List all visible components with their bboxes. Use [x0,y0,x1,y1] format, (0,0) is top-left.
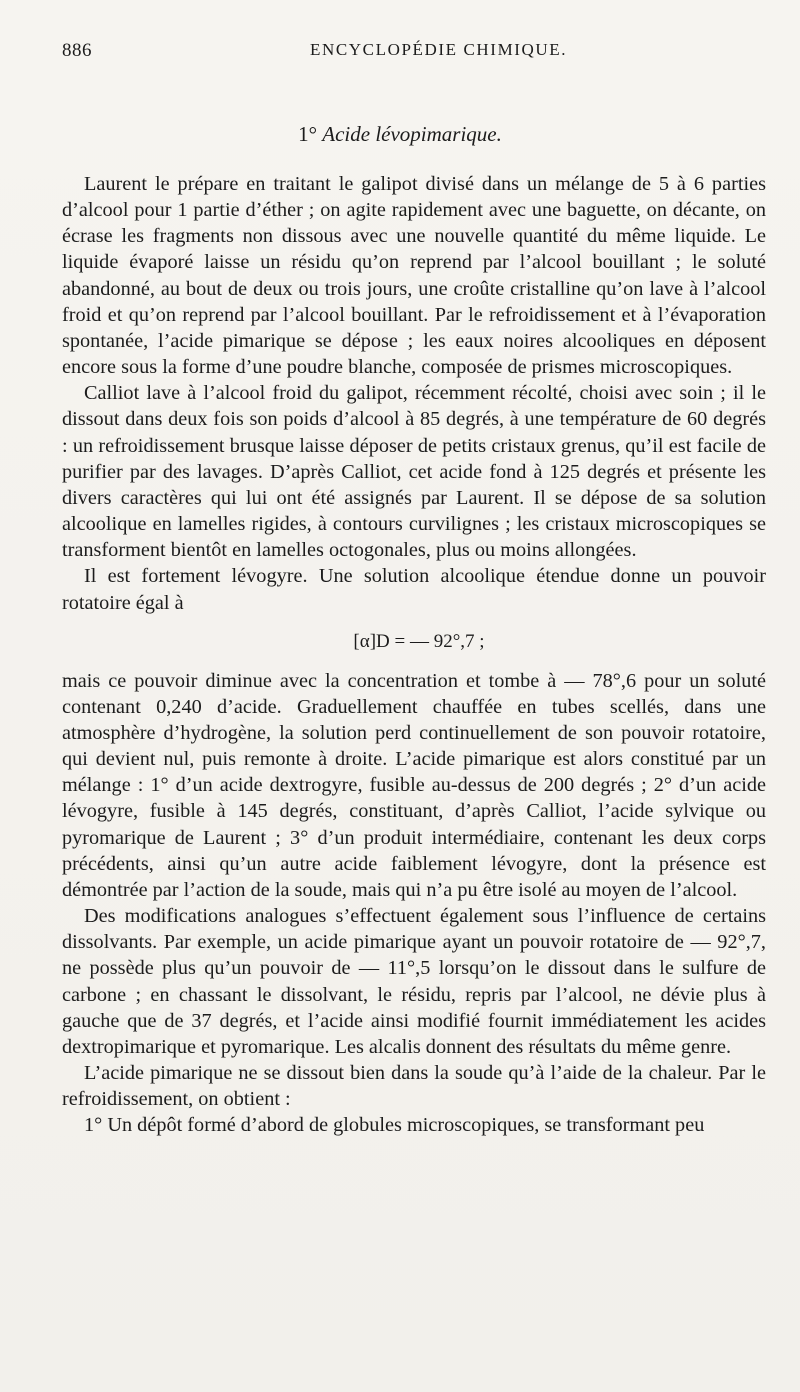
body-text [62,171,766,1138]
paragraph-3: Il est fortement lévogyre. Une solution alcoolique étendue donne un pouvoir rotatoire égal à [62,565,766,614]
paragraph-6: L’acide pimarique ne se dissout bien dans la soude qu’à l’aide de la chaleur. Par le refroidissement, on obtient : [62,1062,766,1111]
paragraph-7: 1° Un dépôt formé d’abord de globules microscopiques, se transformant peu [84,1114,705,1137]
page-header [62,40,762,70]
paragraph-2: Calliot lave à l’alcool froid du galipot, récemment récolté, choisi avec soin ; il le dissout dans deux fois son poids d’alcool à 85 degrés, à une température de 60 degrés : un refroidissement brusque laisse déposer de petits cristaux grenus, qu’il est facile de purifier par des lavages. D’après Calliot, cet acide fond à 125 degrés et présente les divers caractères qui lui ont été assignés par Laurent. Il se dépose de sa solution alcoolique en lamelles rigides, à contours curvilignes ; les cristaux microscopiques se transforment bientôt en lamelles octogonales, plus ou moins allongées. [62,382,766,562]
running-title: ENCYCLOPÉDIE CHIMIQUE. [310,40,568,59]
paragraph-4: mais ce pouvoir diminue avec la concentration et tombe à — 78°,6 pour un soluté contenant 0,240 d’acide. Graduellement chauffée en tubes scellés, dans une atmosphère d’hydrogène, la solution perd continuellement de son pouvoir rotatoire, qui devient nul, puis remonte à droite. L’acide pimarique est alors constitué par un mélange : 1° d’un acide dextrogyre, fusible au-dessus de 200 degrés ; 2° d’un acide lévogyre, fusible à 145 degrés, constituant, d’après Calliot, l’acide sylvique ou pyromarique de Laurent ; 3° d’un produit intermédiaire, contenant les deux corps précédents, ainsi qu’un autre acide faiblement lévogyre, dont la présence est démontrée par l’action de la soude, mais qui n’a pu être isolé au moyen de l’alcool. [62,669,766,901]
section-number: 1° [298,122,318,146]
paragraph-5: Des modifications analogues s’effectuent également sous l’influence de certains dissolvants. Par exemple, un acide pimarique ayant un pouvoir rotatoire de — 92°,7, ne possède plus qu’un pouvoir de — 11°,5 lorsqu’on le dissout dans le sulfure de carbone ; en chassant le dissolvant, le résidu, repris par l’alcool, ne dévie plus à gauche que de 37 degrés, et l’acide ainsi modifié fournit immédiatement les acides dextropimarique et pyromarique. Les alcalis donnent des résultats du même genre. [62,905,766,1058]
paragraph-1: Laurent le prépare en traitant le galipot divisé dans un mélange de 5 à 6 parties d’alcool pour 1 partie d’éther ; on agite rapidement avec une baguette, on décante, on écrase les fragments non dissous avec une nouvelle quantité du même liquide. Le liquide évaporé laisse un résidu qu’on reprend par l’alcool bouillant ; le soluté abandonné, au bout de deux ou trois jours, une croûte cristalline qu’on lave à l’alcool froid et qu’on reprend par l’alcool bouillant. Par le refroidissement et à l’évaporation spontanée, l’acide pimarique se dépose ; les eaux noires alcooliques en déposent encore sous la forme d’une poudre blanche, composée de prismes microscopiques. [62,173,766,379]
rotatory-power-formula: [α]D = — 92°,7 ; [353,630,485,652]
section-heading [0,122,800,147]
page-number: 886 [62,40,92,61]
section-title: Acide lévopimarique. [322,122,502,146]
